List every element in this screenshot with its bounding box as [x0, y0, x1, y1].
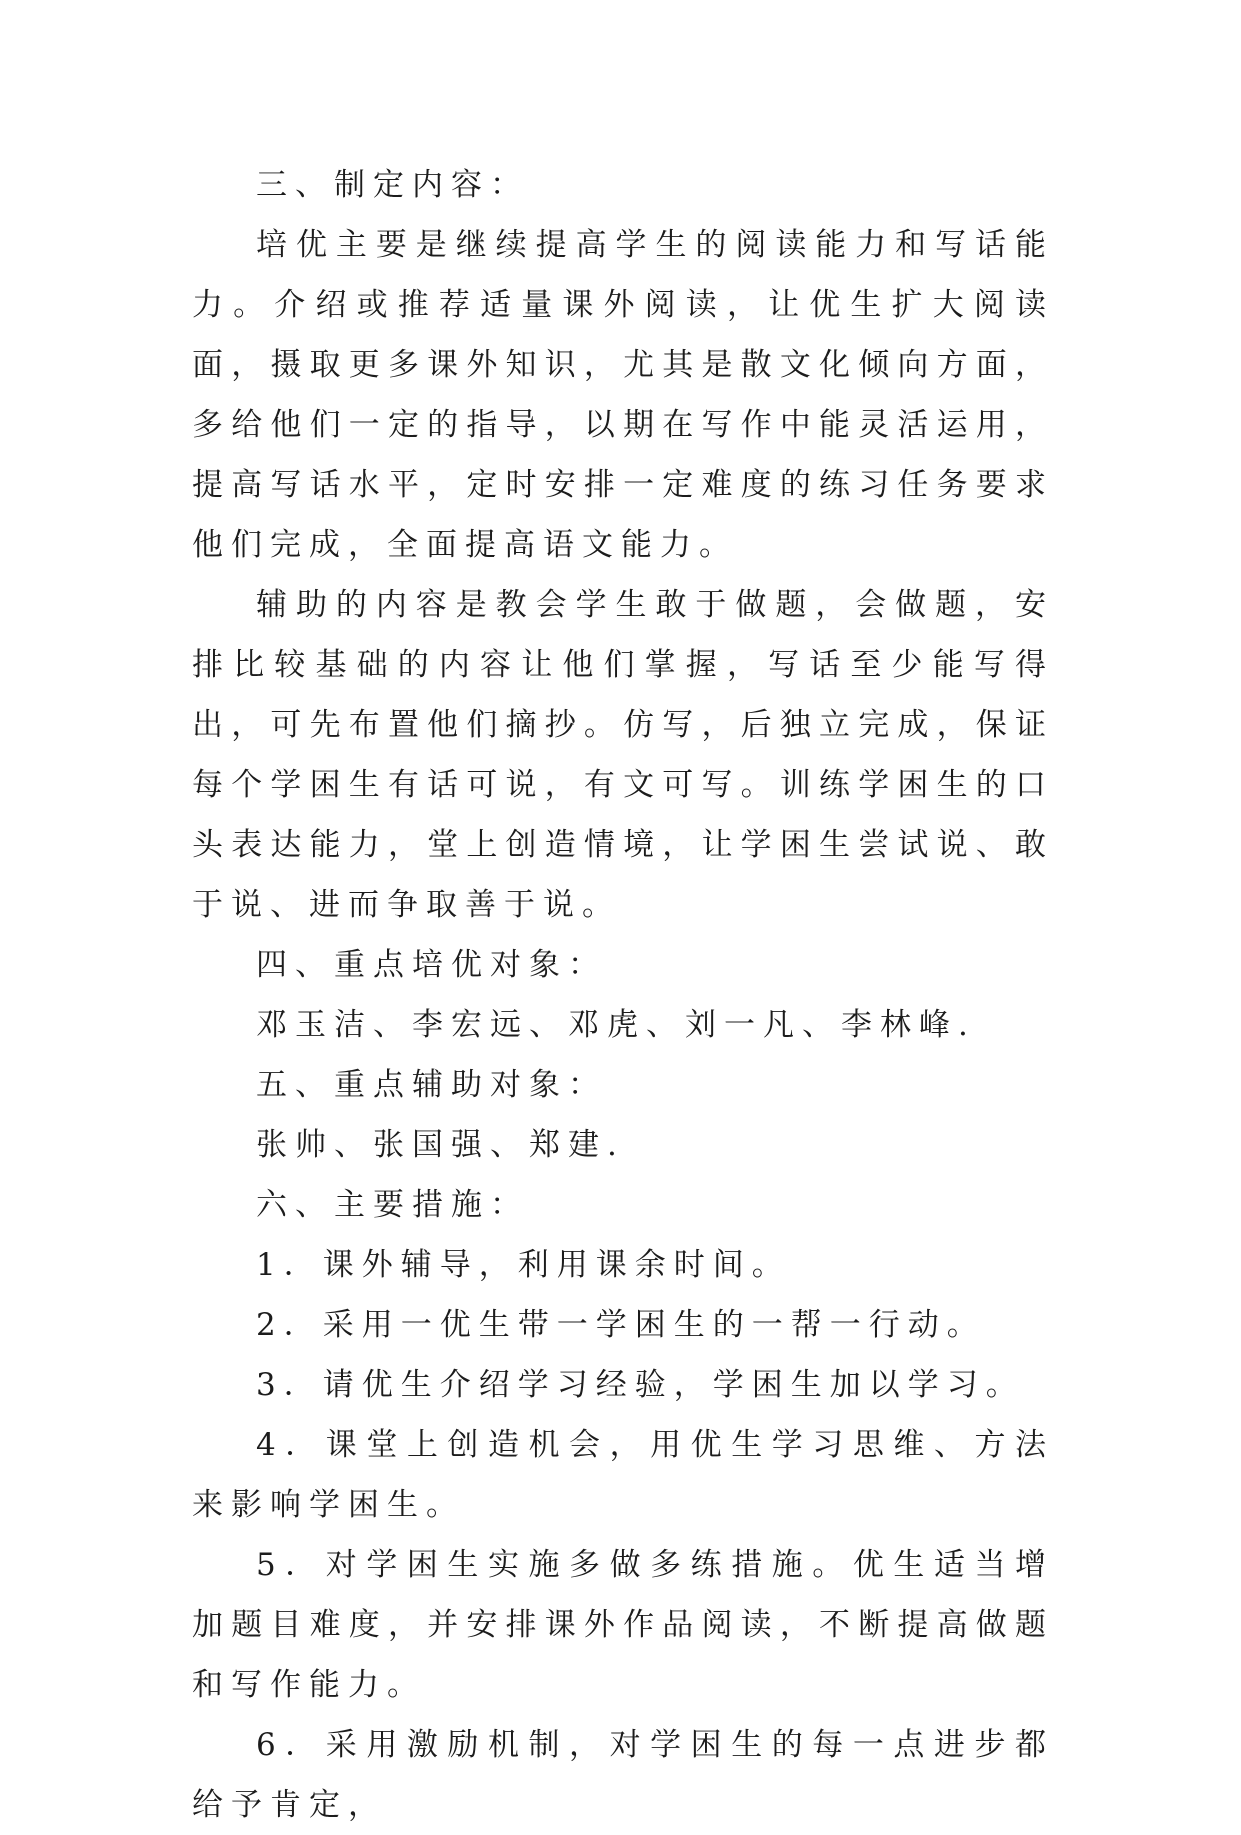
- section-heading-4: 四、重点培优对象：: [256, 947, 607, 983]
- measure-item-4: 4．课堂上创造机会，用优生学习思维、方法来影响学困生。: [192, 1427, 1054, 1523]
- section-heading-6: 六、主要措施：: [256, 1187, 529, 1223]
- section-heading-3: 三、制定内容：: [256, 167, 529, 203]
- paragraph-enrichment-content: 培优主要是继续提高学生的阅读能力和写话能力。介绍或推荐适量课外阅读，让优生扩大阅读面，摄取更多课外知识，尤其是散文化倾向方面，多给他们一定的指导，以期在写作中能灵活运用，提高写话水平，定时安排一定难度的练习任务要求他们完成，全面提高语文能力。: [192, 227, 1054, 563]
- document-body: [192, 155, 1054, 1835]
- measure-item-3: 3．请优生介绍学习经验，学困生加以学习。: [256, 1367, 1025, 1403]
- measure-item-5: 5．对学困生实施多做多练措施。优生适当增加题目难度，并安排课外作品阅读，不断提高做题和写作能力。: [192, 1547, 1054, 1703]
- enrichment-students-list: 邓玉洁、李宏远、邓虎、刘一凡、李林峰.: [256, 1007, 976, 1043]
- measure-item-1: 1．课外辅导，利用课余时间。: [256, 1247, 791, 1283]
- measure-item-6: 6．采用激励机制，对学困生的每一点进步都给予肯定，: [192, 1727, 1054, 1823]
- support-students-list: 张帅、张国强、郑建.: [256, 1127, 625, 1163]
- section-heading-5: 五、重点辅助对象：: [256, 1067, 607, 1103]
- measure-item-2: 2．采用一优生带一学困生的一帮一行动。: [256, 1307, 986, 1343]
- paragraph-support-content: 辅助的内容是教会学生敢于做题，会做题，安排比较基础的内容让他们掌握，写话至少能写得出，可先布置他们摘抄。仿写，后独立完成，保证每个学困生有话可说，有文可写。训练学困生的口头表达能力，堂上创造情境，让学困生尝试说、敢于说、进而争取善于说。: [192, 587, 1054, 923]
